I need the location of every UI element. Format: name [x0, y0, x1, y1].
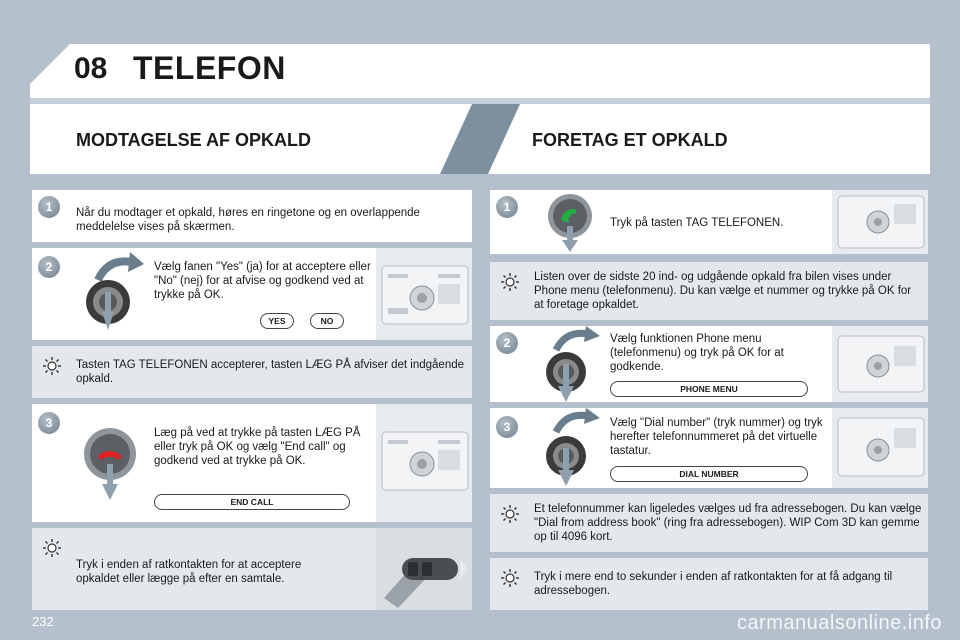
left-step2-text: Vælg fanen "Yes" (ja) for at acceptere eller "No" (nej) for at afvise og godkend ved at trykke på OK.: [154, 261, 371, 301]
left-step1-text: Når du modtager et opkald, høres en ringetone og en overlappende meddelelse vises på skærmen.: [76, 207, 420, 233]
right-section-title: FORETAG ET OPKALD: [532, 130, 728, 150]
right-tip3-text: Tryk i mere end to sekunder i enden af ratkontakten for at få adgang til adressebogen.: [534, 571, 893, 597]
call-button-icon: [542, 192, 598, 252]
head-unit-panel: [832, 326, 928, 402]
left-step1-box: [32, 190, 472, 242]
steering-stalk-panel: [376, 528, 472, 610]
head-unit-icon: [376, 404, 472, 522]
no-tab[interactable]: NO: [310, 313, 344, 329]
right-step3-box: [490, 408, 928, 488]
tip-sun-icon: [42, 538, 62, 558]
right-tip1-box: [490, 262, 928, 320]
header-stripe: [30, 98, 930, 104]
hang-up-button-icon: [82, 424, 138, 500]
right-step3-text: Vælg "Dial number" (tryk nummer) og tryk herefter telefonnummeret på det virtuelle tastatur.: [610, 417, 823, 457]
chapter-title: TELEFON: [133, 50, 286, 86]
left-tip2-box: [32, 528, 472, 610]
chapter-number: 08: [74, 52, 108, 85]
head-unit-panel: [832, 408, 928, 488]
left-step2-box: [32, 248, 472, 340]
head-unit-panel: [376, 248, 472, 340]
right-tip3-box: [490, 558, 928, 610]
head-unit-icon: [832, 190, 928, 254]
watermark: carmanualsonline.info: [736, 612, 942, 634]
head-unit-icon: [832, 326, 928, 402]
right-step1-text: Tryk på tasten TAG TELEFONEN.: [610, 217, 784, 229]
head-unit-icon: [832, 408, 928, 488]
step-number-badge: 2: [38, 256, 60, 278]
right-step2-text: Vælg funktionen Phone menu (telefonmenu) og tryk på OK for at godkende.: [610, 333, 784, 373]
right-tip1-text: Listen over de sidste 20 ind- og udgående opkald fra bilen vises under Phone menu (telefonmenu). Du kan vælge et nummer og trykke på OK for at foretage opkaldet.: [534, 271, 912, 311]
left-step3-text: Læg på ved at trykke på tasten LÆG PÅ eller tryk på OK og vælg "End call" og godkend ved at trykke på OK.: [154, 427, 361, 467]
left-tip2-text: Tryk i enden af ratkontakten for at acceptere opkaldet eller lægge på efter en samtale.: [76, 559, 302, 585]
step-number-badge: 2: [496, 332, 518, 354]
page-number: 232: [32, 614, 54, 629]
tip-sun-icon: [500, 504, 520, 524]
left-section-title: MODTAGELSE AF OPKALD: [76, 130, 311, 150]
right-step1-box: [490, 190, 928, 254]
right-tip2-text: Et telefonnummer kan ligeledes vælges ud fra adressebogen. Du kan vælge "Dial from address book" (ring fra adressebogen). WIP Com 3D kan gemme op til 4096 kort.: [534, 503, 922, 543]
step-number-badge: 3: [38, 412, 60, 434]
phone-menu-option[interactable]: PHONE MENU: [610, 381, 808, 397]
left-tip1-text: Tasten TAG TELEFONEN accepterer, tasten LÆG PÅ afviser det indgående opkald.: [76, 359, 465, 385]
head-unit-panel: [832, 190, 928, 254]
step-number-badge: 1: [38, 196, 60, 218]
tip-sun-icon: [42, 356, 62, 376]
step-number-badge: 1: [496, 196, 518, 218]
left-step3-box: [32, 404, 472, 522]
tip-sun-icon: [500, 272, 520, 292]
rotary-knob-icon: [80, 252, 150, 332]
right-step2-box: [490, 326, 928, 402]
head-unit-panel: [376, 404, 472, 522]
dial-number-option[interactable]: DIAL NUMBER: [610, 466, 808, 482]
head-unit-icon: [376, 248, 472, 340]
rotary-knob-icon: [538, 408, 608, 488]
right-tip2-box: [490, 494, 928, 552]
step-number-badge: 3: [496, 416, 518, 438]
rotary-knob-icon: [538, 326, 608, 402]
end-call-option[interactable]: END CALL: [154, 494, 350, 510]
yes-tab[interactable]: YES: [260, 313, 294, 329]
steering-stalk-icon: [376, 528, 472, 610]
tip-sun-icon: [500, 568, 520, 588]
left-tip1-box: [32, 346, 472, 398]
